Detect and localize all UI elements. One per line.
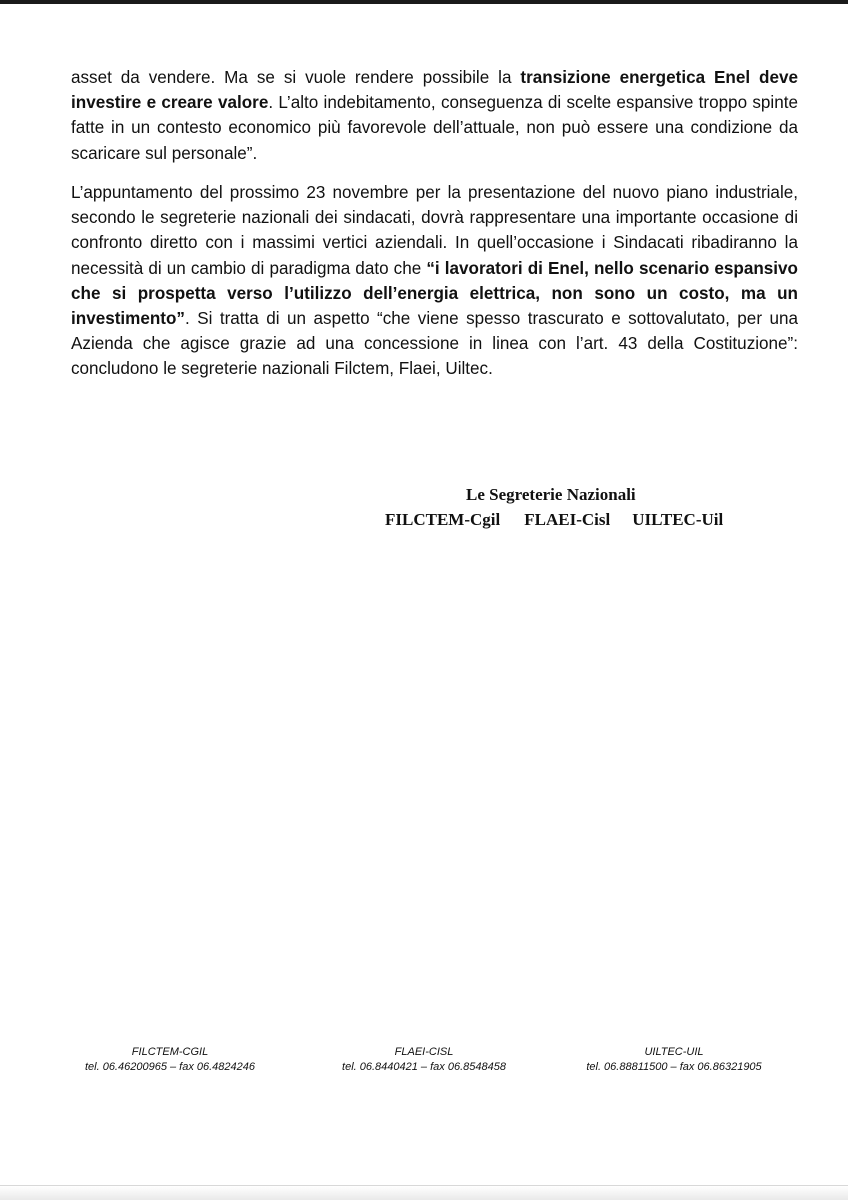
- paragraph-1-bold: transizione energetica Enel deve investire e creare valore: [71, 68, 798, 113]
- paragraph-1: [71, 65, 798, 166]
- footer-filctem: [50, 1045, 290, 1075]
- signature-org-flaei: FLAEI-Cisl: [524, 510, 611, 529]
- signature-block: [385, 482, 723, 532]
- signature-title: Le Segreterie Nazionali: [466, 485, 636, 504]
- top-border: [0, 0, 848, 4]
- footer-uiltec: [554, 1045, 794, 1075]
- footer-uiltec-contact: tel. 06.88811500 – fax 06.86321905: [586, 1061, 762, 1073]
- paragraph-1-text-a: asset da vendere. Ma se si vuole rendere possibile la: [71, 68, 521, 87]
- signature-org-filctem: FILCTEM-Cgil: [385, 510, 501, 529]
- footer-flaei: [304, 1045, 544, 1075]
- footer-filctem-contact: tel. 06.46200965 – fax 06.4824246: [84, 1061, 256, 1073]
- bottom-edge: [0, 1185, 848, 1200]
- signature-orgs: [385, 507, 723, 532]
- footer-flaei-contact: tel. 06.8440421 – fax 06.8548458: [342, 1061, 506, 1073]
- signature-org-uiltec: UILTEC-Uil: [632, 510, 724, 529]
- paragraph-2-bold-quote: “i lavoratori di Enel, nello scenario espansivo che si prospetta verso l’utilizzo dell’energia elettrica, non sono un costo, ma un investimento”: [71, 258, 798, 329]
- paragraph-2: [71, 180, 798, 382]
- footer-uiltec-name: UILTEC-UIL: [644, 1046, 704, 1058]
- footer-flaei-name: FLAEI-CISL: [394, 1046, 454, 1058]
- paragraph-2-text-a: L’appuntamento del prossimo 23 novembre per la presentazione del nuovo piano industriale, secondo le segreterie nazionali dei sindacati, dovrà rappresentare una importante occasione di confronto diretto con i massimi vertici aziendali. In quell’occasione i Sindacati ribadiranno la necessità di un cambio di paradigma dato che: [71, 183, 798, 278]
- paragraph-1-text-b: . L’alto indebitamento, conseguenza di scelte espansive troppo spinte fatte in un contesto economico più favorevole dell’attuale, non può essere una condizione da scaricare sul personale”.: [71, 93, 798, 163]
- paragraph-2-text-b: . Si tratta di un aspetto “che viene spesso trascurato e sottovalutato, per una Azienda che agisce grazie ad una concessione in linea con l’art. 43 della Costituzione”: concludono le segreterie nazionali Filctem, Flaei, Uiltec.: [71, 309, 798, 379]
- footer-filctem-name: FILCTEM-CGIL: [131, 1046, 209, 1058]
